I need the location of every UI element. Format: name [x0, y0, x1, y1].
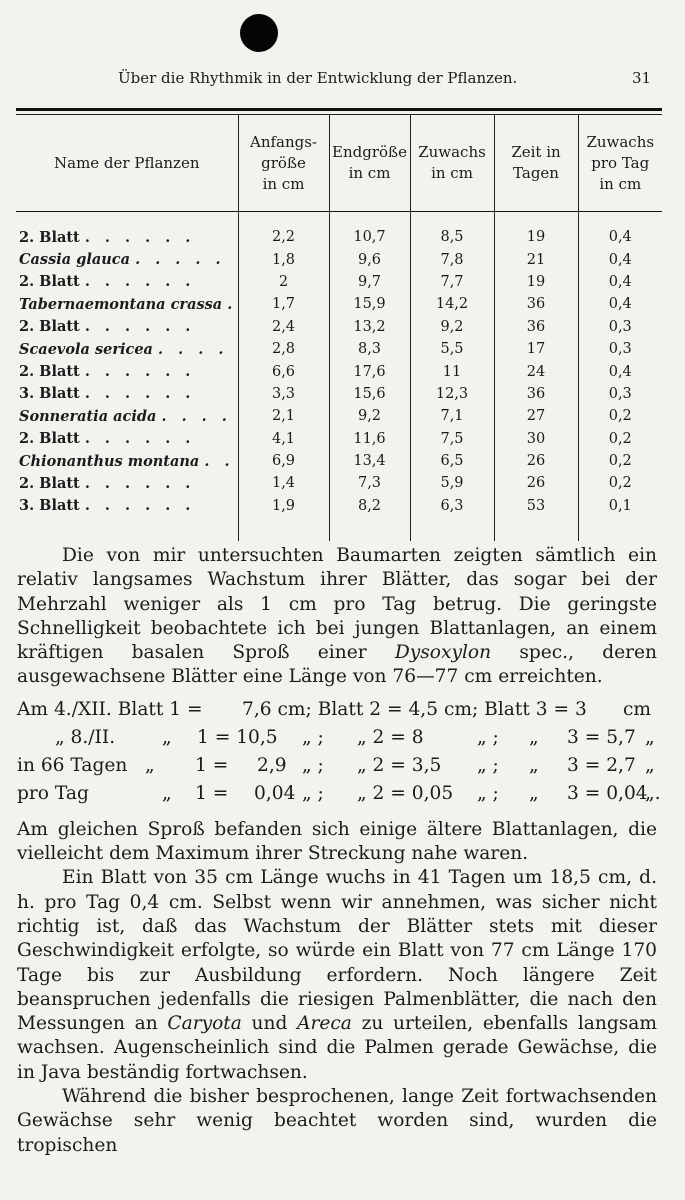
row-plant-name: Sonneratia acida . . . . — [19, 407, 232, 425]
row-days: 36 — [494, 293, 578, 315]
measurement-row: „ 8./II. „ 1 = 10,5 „ ; „ 2 = 8 „ ; „ 3 = 5,7 „ — [55, 726, 655, 748]
table-row — [16, 428, 662, 450]
row-plant-name: 2. Blatt . . . . . . — [19, 318, 196, 336]
row-days: 19 — [494, 271, 578, 293]
row-days: 26 — [494, 472, 578, 494]
row-end-size: 15,9 — [329, 293, 410, 315]
row-start-size: 2 — [238, 271, 329, 293]
paragraph: Während die bisher besprochenen, lange Zeit fortwachsenden Gewächse sehr wenig beachtet worden sind, wurden die tropischen — [17, 1086, 657, 1156]
row-per-day: 0,2 — [578, 428, 662, 450]
row-per-day: 0,4 — [578, 226, 662, 248]
row-growth: 5,9 — [410, 472, 494, 494]
row-growth: 6,5 — [410, 450, 494, 472]
row-per-day: 0,3 — [578, 338, 662, 360]
row-plant-name: Cassia glauca . . . . . — [19, 251, 226, 269]
measurement-row: Am 4./XII. Blatt 1 = 7,6 cm; Blatt 2 = 4,5 cm; Blatt 3 = 3 cm — [17, 698, 652, 720]
row-plant-name: Tabernaemontana crassa . — [19, 295, 238, 313]
running-title: Über die Rhythmik in der Entwicklung der Pflanzen. — [118, 69, 518, 87]
row-start-size: 6,9 — [238, 450, 329, 472]
table-row — [16, 405, 662, 427]
row-end-size: 8,2 — [329, 495, 410, 517]
row-start-size: 2,4 — [238, 316, 329, 338]
header-growth: Zuwachs in cm — [410, 115, 494, 212]
row-plant-name: 2. Blatt . . . . . . — [19, 430, 196, 448]
genus-name: Caryota — [167, 1013, 242, 1035]
row-plant-name: 3. Blatt . . . . . . — [19, 497, 196, 515]
row-start-size: 1,4 — [238, 472, 329, 494]
row-days: 27 — [494, 405, 578, 427]
row-growth: 7,5 — [410, 428, 494, 450]
row-start-size: 6,6 — [238, 360, 329, 382]
header-start-size: Anfangs- größe in cm — [238, 115, 329, 212]
table-row — [16, 271, 662, 293]
body-text — [17, 544, 661, 1158]
paragraph: Die von mir untersuchten Baumarten zeigten sämtlich ein relativ langsames Wachstum ihrer Blätter, das sogar bei der Mehrzahl weniger als 1 cm pro Tag betrug. Die geringste Schnelligkeit beobachtete ich bei jungen Blattanlagen, an einem kräftigen basalen Sproß einer Dysoxylon spec., deren ausgewachsene Blätter eine Länge von 76—77 cm erreichten. — [17, 545, 657, 688]
genus-name: Areca — [297, 1013, 352, 1035]
row-days: 17 — [494, 338, 578, 360]
running-head — [0, 66, 685, 92]
row-days: 24 — [494, 360, 578, 382]
header-time: Zeit in Tagen — [494, 115, 578, 212]
row-growth: 9,2 — [410, 316, 494, 338]
row-end-size: 8,3 — [329, 338, 410, 360]
row-plant-name: 2. Blatt . . . . . . — [19, 363, 196, 381]
row-plant-name: 3. Blatt . . . . . . — [19, 385, 196, 403]
row-growth: 5,5 — [410, 338, 494, 360]
row-days: 26 — [494, 450, 578, 472]
row-growth: 8,5 — [410, 226, 494, 248]
table-body — [16, 212, 662, 542]
row-end-size: 7,3 — [329, 472, 410, 494]
row-plant-name: 2. Blatt . . . . . . — [19, 228, 196, 246]
row-per-day: 0,3 — [578, 383, 662, 405]
row-days: 30 — [494, 428, 578, 450]
table-row — [16, 226, 662, 248]
measurement-block — [17, 698, 661, 810]
table-row — [16, 495, 662, 517]
table-row — [16, 316, 662, 338]
row-per-day: 0,4 — [578, 271, 662, 293]
row-days: 36 — [494, 383, 578, 405]
row-plant-name: Chionanthus montana . . — [19, 452, 235, 470]
row-end-size: 13,2 — [329, 316, 410, 338]
row-plant-name: 2. Blatt . . . . . . — [19, 273, 196, 291]
row-end-size: 17,6 — [329, 360, 410, 382]
row-per-day: 0,3 — [578, 316, 662, 338]
row-end-size: 15,6 — [329, 383, 410, 405]
row-per-day: 0,4 — [578, 293, 662, 315]
row-per-day: 0,2 — [578, 472, 662, 494]
data-table — [16, 115, 662, 541]
header-growth-per-day: Zuwachs pro Tag in cm — [578, 115, 662, 212]
row-start-size: 2,2 — [238, 226, 329, 248]
row-start-size: 4,1 — [238, 428, 329, 450]
row-end-size: 10,7 — [329, 226, 410, 248]
table-row — [16, 338, 662, 360]
row-end-size: 9,7 — [329, 271, 410, 293]
row-per-day: 0,4 — [578, 360, 662, 382]
table-row — [16, 383, 662, 405]
header-end-size: Endgröße in cm — [329, 115, 410, 212]
paragraph: Am gleichen Sproß befanden sich einige ältere Blattanlagen, die vielleicht dem Maximum ihrer Streckung nahe waren. — [17, 818, 657, 865]
row-start-size: 2,8 — [238, 338, 329, 360]
row-per-day: 0,1 — [578, 495, 662, 517]
table-row — [16, 472, 662, 494]
row-start-size: 1,8 — [238, 248, 329, 270]
ink-blot — [240, 14, 278, 52]
row-growth: 7,7 — [410, 271, 494, 293]
row-days: 53 — [494, 495, 578, 517]
row-growth: 7,8 — [410, 248, 494, 270]
row-per-day: 0,2 — [578, 450, 662, 472]
measurement-row: in 66 Tagen „ 1 = 2,9 „ ; „ 2 = 3,5 „ ; „ 3 = 2,7 „ — [17, 754, 655, 776]
row-end-size: 9,6 — [329, 248, 410, 270]
row-start-size: 1,7 — [238, 293, 329, 315]
row-days: 36 — [494, 316, 578, 338]
table-row — [16, 360, 662, 382]
measurement-row: pro Tag „ 1 = 0,04 „ ; „ 2 = 0,05 „ ; „ 3 = 0,04 „. — [17, 782, 661, 804]
row-growth: 12,3 — [410, 383, 494, 405]
row-start-size: 1,9 — [238, 495, 329, 517]
row-plant-name: Scaevola sericea . . . . — [19, 340, 229, 358]
page-number: 31 — [632, 69, 652, 87]
row-end-size: 11,6 — [329, 428, 410, 450]
table-row — [16, 293, 662, 315]
row-days: 19 — [494, 226, 578, 248]
row-growth: 14,2 — [410, 293, 494, 315]
row-plant-name: 2. Blatt . . . . . . — [19, 474, 196, 492]
row-start-size: 2,1 — [238, 405, 329, 427]
growth-table — [16, 108, 662, 541]
row-growth: 7,1 — [410, 405, 494, 427]
row-days: 21 — [494, 248, 578, 270]
row-per-day: 0,2 — [578, 405, 662, 427]
species-name: Dysoxylon — [394, 642, 492, 664]
row-end-size: 13,4 — [329, 450, 410, 472]
paragraph: Ein Blatt von 35 cm Länge wuchs in 41 Tagen um 18,5 cm, d. h. pro Tag 0,4 cm. Selbst wenn wir annehmen, was sicher nicht richtig ist, daß das Wachstum der Blätter stets mit dieser Geschwindigkeit erfolgte, so würde ein Blatt von 77 cm Länge 170 Tage bis zur Ausbildung erfordern. Noch längere Zeit beanspruchen jedenfalls die riesigen Palmenblätter, die nach den Messungen an Caryota und Areca zu urteilen, ebenfalls langsam wachsen. Augenscheinlich sind die Palmen gerade Gewächse, die in Java beständig fortwachsen. — [17, 867, 657, 1083]
row-growth: 6,3 — [410, 495, 494, 517]
row-growth: 11 — [410, 360, 494, 382]
row-start-size: 3,3 — [238, 383, 329, 405]
header-name: Name der Pflanzen — [54, 153, 200, 172]
table-top-rule — [16, 108, 662, 111]
row-end-size: 9,2 — [329, 405, 410, 427]
table-header — [16, 115, 662, 212]
table-row — [16, 450, 662, 472]
row-per-day: 0,4 — [578, 248, 662, 270]
table-row — [16, 248, 662, 270]
